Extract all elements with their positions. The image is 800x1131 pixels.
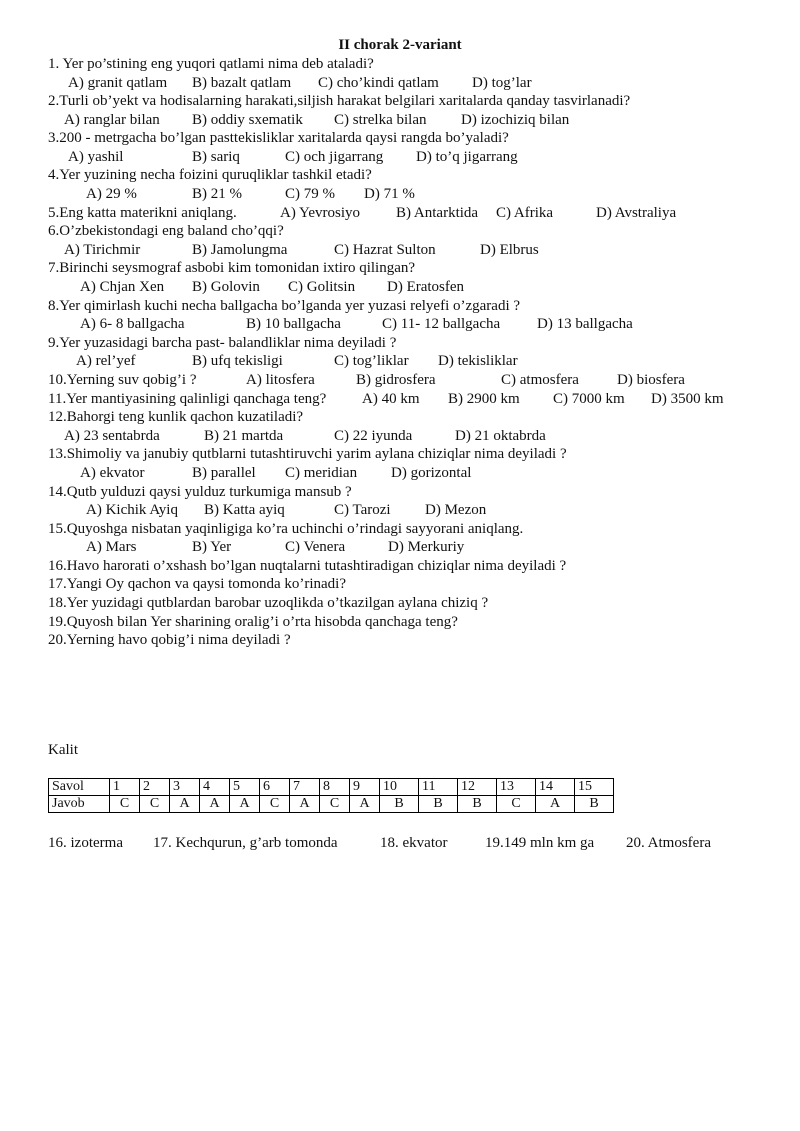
table-cell: C <box>260 796 290 813</box>
answer-key-table <box>48 778 614 813</box>
question-3: 3.200 - metrgacha bo’lgan pasttekisliklar xaritalarda qaysi rangda bo’yaladi? <box>48 130 509 146</box>
table-cell: A <box>230 796 260 813</box>
option: C) Venera <box>285 539 346 555</box>
option: C) meridian <box>285 465 358 481</box>
question-18: 18.Yer yuzidagi qutblardan barobar uzoqlikda o’tkazilgan aylana chiziq ? <box>48 595 489 611</box>
option: B) parallel <box>192 465 256 481</box>
option: B) 2900 km <box>448 391 520 407</box>
option: B) ufq tekisligi <box>192 353 283 369</box>
question-17: 17.Yangi Oy qachon va qaysi tomonda ko’rinadi? <box>48 576 347 592</box>
option: B) Katta ayiq <box>204 502 285 518</box>
table-cell: A <box>350 796 380 813</box>
option: B) Yer <box>192 539 232 555</box>
table-cell: 3 <box>170 779 200 796</box>
option: D) Eratosfen <box>387 279 465 295</box>
question-11: 11.Yer mantiyasining qalinligi qanchaga teng? <box>48 391 327 407</box>
table-row <box>49 796 614 813</box>
table-cell: 11 <box>419 779 458 796</box>
option: C) Tarozi <box>334 502 391 518</box>
option: B) Jamolungma <box>192 242 288 258</box>
option: D) izochiziq bilan <box>461 112 570 128</box>
option: B) oddiy sxematik <box>192 112 303 128</box>
option: D) gorizontal <box>391 465 472 481</box>
table-cell: A <box>536 796 575 813</box>
option: A) Yevrosiyo <box>280 205 361 221</box>
question-19: 19.Quyosh bilan Yer sharining oralig’i o’rta hisobda qanchaga teng? <box>48 614 458 630</box>
option: A) Mars <box>86 539 137 555</box>
page-title: II chorak 2-variant <box>338 37 462 53</box>
option: A) Chjan Xen <box>80 279 165 295</box>
table-cell: 1 <box>110 779 140 796</box>
option: D) 21 oktabrda <box>455 428 546 444</box>
question-6: 6.O’zbekistondagi eng baland cho’qqi? <box>48 223 284 239</box>
option: A) Kichik Ayiq <box>86 502 178 518</box>
table-cell: 15 <box>575 779 614 796</box>
option: D) Avstraliya <box>596 205 677 221</box>
option: C) och jigarrang <box>285 149 384 165</box>
option: A) ranglar bilan <box>64 112 160 128</box>
option: C) 22 iyunda <box>334 428 413 444</box>
question-10: 10.Yerning suv qobig’i ? <box>48 372 197 388</box>
table-cell: 12 <box>458 779 497 796</box>
open-answer-16: 16. izoterma <box>48 835 123 851</box>
table-cell: B <box>575 796 614 813</box>
question-5: 5.Eng katta materikni aniqlang. <box>48 205 237 221</box>
question-13: 13.Shimoliy va janubiy qutblarni tutashtiruvchi yarim aylana chiziqlar nima deyiladi ? <box>48 446 567 462</box>
option: A) 6- 8 ballgacha <box>80 316 185 332</box>
option: A) Tirichmir <box>64 242 141 258</box>
option: A) ekvator <box>80 465 145 481</box>
open-answer-20: 20. Atmosfera <box>626 835 711 851</box>
table-cell: C <box>110 796 140 813</box>
question-12: 12.Bahorgi teng kunlik qachon kuzatiladi? <box>48 409 304 425</box>
option: C) Afrika <box>496 205 554 221</box>
table-cell: B <box>419 796 458 813</box>
option: C) cho’kindi qatlam <box>318 75 439 91</box>
question-4: 4.Yer yuzining necha foizini quruqliklar tashkil etadi? <box>48 167 372 183</box>
option: B) Antarktida <box>396 205 479 221</box>
table-cell: C <box>497 796 536 813</box>
table-cell: 9 <box>350 779 380 796</box>
table-cell: 13 <box>497 779 536 796</box>
table-cell: B <box>458 796 497 813</box>
option: A) 40 km <box>362 391 420 407</box>
option: C) 7000 km <box>553 391 625 407</box>
option: A) litosfera <box>246 372 315 388</box>
question-20: 20.Yerning havo qobig’i nima deyiladi ? <box>48 632 291 648</box>
option: B) 10 ballgacha <box>246 316 341 332</box>
open-answer-17: 17. Kechqurun, g’arb tomonda <box>153 835 338 851</box>
table-cell: 14 <box>536 779 575 796</box>
table-cell: A <box>200 796 230 813</box>
option: D) Merkuriy <box>388 539 465 555</box>
table-cell: 7 <box>290 779 320 796</box>
table-cell: A <box>290 796 320 813</box>
option: B) 21 % <box>192 186 242 202</box>
table-cell: 6 <box>260 779 290 796</box>
option: A) 29 % <box>86 186 137 202</box>
option: B) Golovin <box>192 279 260 295</box>
option: A) 23 sentabrda <box>64 428 160 444</box>
option: B) sariq <box>192 149 240 165</box>
option: D) 71 % <box>364 186 415 202</box>
option: D) biosfera <box>617 372 685 388</box>
option: B) bazalt qatlam <box>192 75 292 91</box>
option: A) granit qatlam <box>68 75 168 91</box>
option: C) tog’liklar <box>334 353 409 369</box>
table-row <box>49 779 614 796</box>
option: D) Mezon <box>425 502 487 518</box>
question-15: 15.Quyoshga nisbatan yaqinligiga ko’ra uchinchi o’rindagi sayyorani aniqlang. <box>48 521 524 537</box>
option: D) 13 ballgacha <box>537 316 633 332</box>
table-cell: 8 <box>320 779 350 796</box>
table-header-cell: Savol <box>49 779 110 796</box>
table-cell: B <box>380 796 419 813</box>
option: D) to’q jigarrang <box>416 149 518 165</box>
open-answer-19: 19.149 mln km ga <box>485 835 595 851</box>
table-cell: C <box>140 796 170 813</box>
open-answer-18: 18. ekvator <box>380 835 448 851</box>
option: C) Golitsin <box>288 279 356 295</box>
question-8: 8.Yer qimirlash kuchi necha ballgacha bo’lganda yer yuzasi relyefi o’zgaradi ? <box>48 298 521 314</box>
table-cell: A <box>170 796 200 813</box>
option: C) atmosfera <box>501 372 579 388</box>
table-cell: 5 <box>230 779 260 796</box>
table-cell: C <box>320 796 350 813</box>
question-2: 2.Turli ob’yekt va hodisalarning harakati,siljish harakat belgilari xaritalarda qanday tasvirlanadi? <box>48 93 631 109</box>
option: A) yashil <box>68 149 124 165</box>
question-9: 9.Yer yuzasidagi barcha past- balandliklar nima deyiladi ? <box>48 335 397 351</box>
option: C) 11- 12 ballgacha <box>382 316 501 332</box>
question-7: 7.Birinchi seysmograf asbobi kim tomonidan ixtiro qilingan? <box>48 260 416 276</box>
table-header-cell: Javob <box>49 796 110 813</box>
question-14: 14.Qutb yulduzi qaysi yulduz turkumiga mansub ? <box>48 484 352 500</box>
option: C) strelka bilan <box>334 112 427 128</box>
option: A) rel’yef <box>76 353 136 369</box>
option: C) Hazrat Sulton <box>334 242 436 258</box>
option: C) 79 % <box>285 186 335 202</box>
option: D) tekisliklar <box>438 353 518 369</box>
question-1: 1. Yer po’stining eng yuqori qatlami nima deb ataladi? <box>48 56 374 72</box>
answer-key-label: Kalit <box>48 742 78 758</box>
table-cell: 4 <box>200 779 230 796</box>
option: D) tog’lar <box>472 75 532 91</box>
option: D) 3500 km <box>651 391 724 407</box>
option: B) 21 martda <box>204 428 284 444</box>
option: D) Elbrus <box>480 242 539 258</box>
table-cell: 10 <box>380 779 419 796</box>
table-cell: 2 <box>140 779 170 796</box>
question-16: 16.Havo harorati o’xshash bo’lgan nuqtalarni tutashtiradigan chiziqlar nima deyiladi ? <box>48 558 567 574</box>
option: B) gidrosfera <box>356 372 436 388</box>
